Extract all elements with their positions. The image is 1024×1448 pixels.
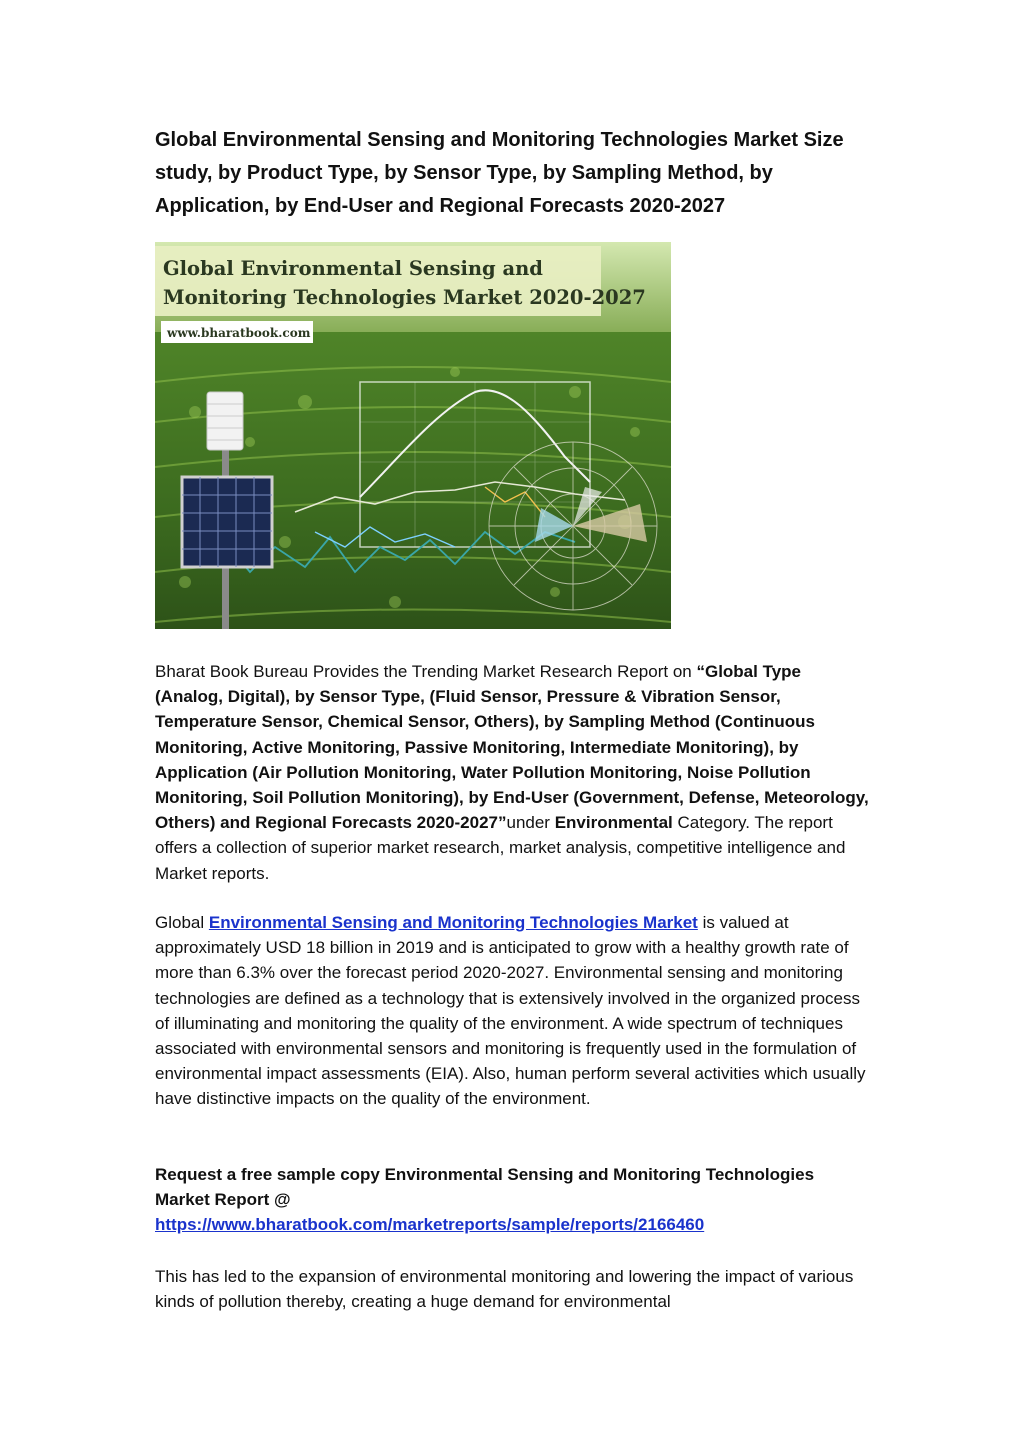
report-name: “Global Type (Analog, Digital), by Sensor Type, (Fluid Sensor, Pressure & Vibration Sensor, Temperature Sensor, Chemical Sensor, Others), by Sampling Method (Continuous Monitoring, Active Monitoring, Passive Monitoring, Intermediate Monitoring), by Application (Air Pollution Monitoring, Water Pollution Monitoring, Noise Pollution Monitoring, Soil Pollution Monitoring), by End-User (Government, Defense, Meteorology, Others) and Regional Forecasts 2020-2027”: [155, 662, 869, 833]
banner-title-line1: Global Environmental Sensing and: [163, 257, 543, 280]
sample-request-label: Request a free sample copy Environmental Sensing and Monitoring Technologies Market Report @: [155, 1165, 815, 1210]
sample-report-link[interactable]: https://www.bharatbook.com/marketreports/sample/reports/2166460: [155, 1215, 705, 1235]
intro-under: under: [506, 813, 555, 833]
sample-request-paragraph: [155, 1162, 870, 1238]
market-report-link[interactable]: Environmental Sensing and Monitoring Technologies Market: [208, 913, 698, 932]
closing-paragraph: This has led to the expansion of environmental monitoring and lowering the impact of various kinds of pollution thereby, creating a huge demand for environmental: [155, 1267, 854, 1312]
intro-paragraph: [155, 659, 870, 886]
report-cover-image: [155, 242, 671, 629]
overview-text: is valued at approximately USD 18 billion in 2019 and is anticipated to grow with a healthy growth rate of more than 6.3% over the forecast period 2020-2027. Environmental sensing and monitoring technologies are defined as a technology that is extensively involved in the organized process of illuminating and monitoring the quality of the environment. A wide spectrum of techniques associated with environmental sensors and monitoring is frequently used in the formulation of environmental impact assessments (EIA). Also, human perform several activities which usually have distinctive impacts on the quality of the environment.: [155, 913, 866, 1109]
page-title: Global Environmental Sensing and Monitoring Technologies Market Size study, by Product Type, by Sensor Type, by Sampling Method, by Application, by End-User and Regional Forecasts 2020-2027: [155, 129, 844, 217]
overview-prefix: Global: [155, 913, 209, 932]
intro-rest: Category. The report offers a collection of superior market research, market analysis, competitive intelligence and Market reports.: [155, 813, 846, 883]
intro-lead: Bharat Book Bureau Provides the Trending Market Research Report on: [155, 662, 697, 681]
website-label: www.bharatbook.com: [167, 326, 311, 340]
category-name: Environmental: [554, 813, 673, 833]
banner-title-line2: Monitoring Technologies Market 2020-2027: [163, 286, 646, 309]
market-overview-paragraph: [155, 910, 870, 1112]
